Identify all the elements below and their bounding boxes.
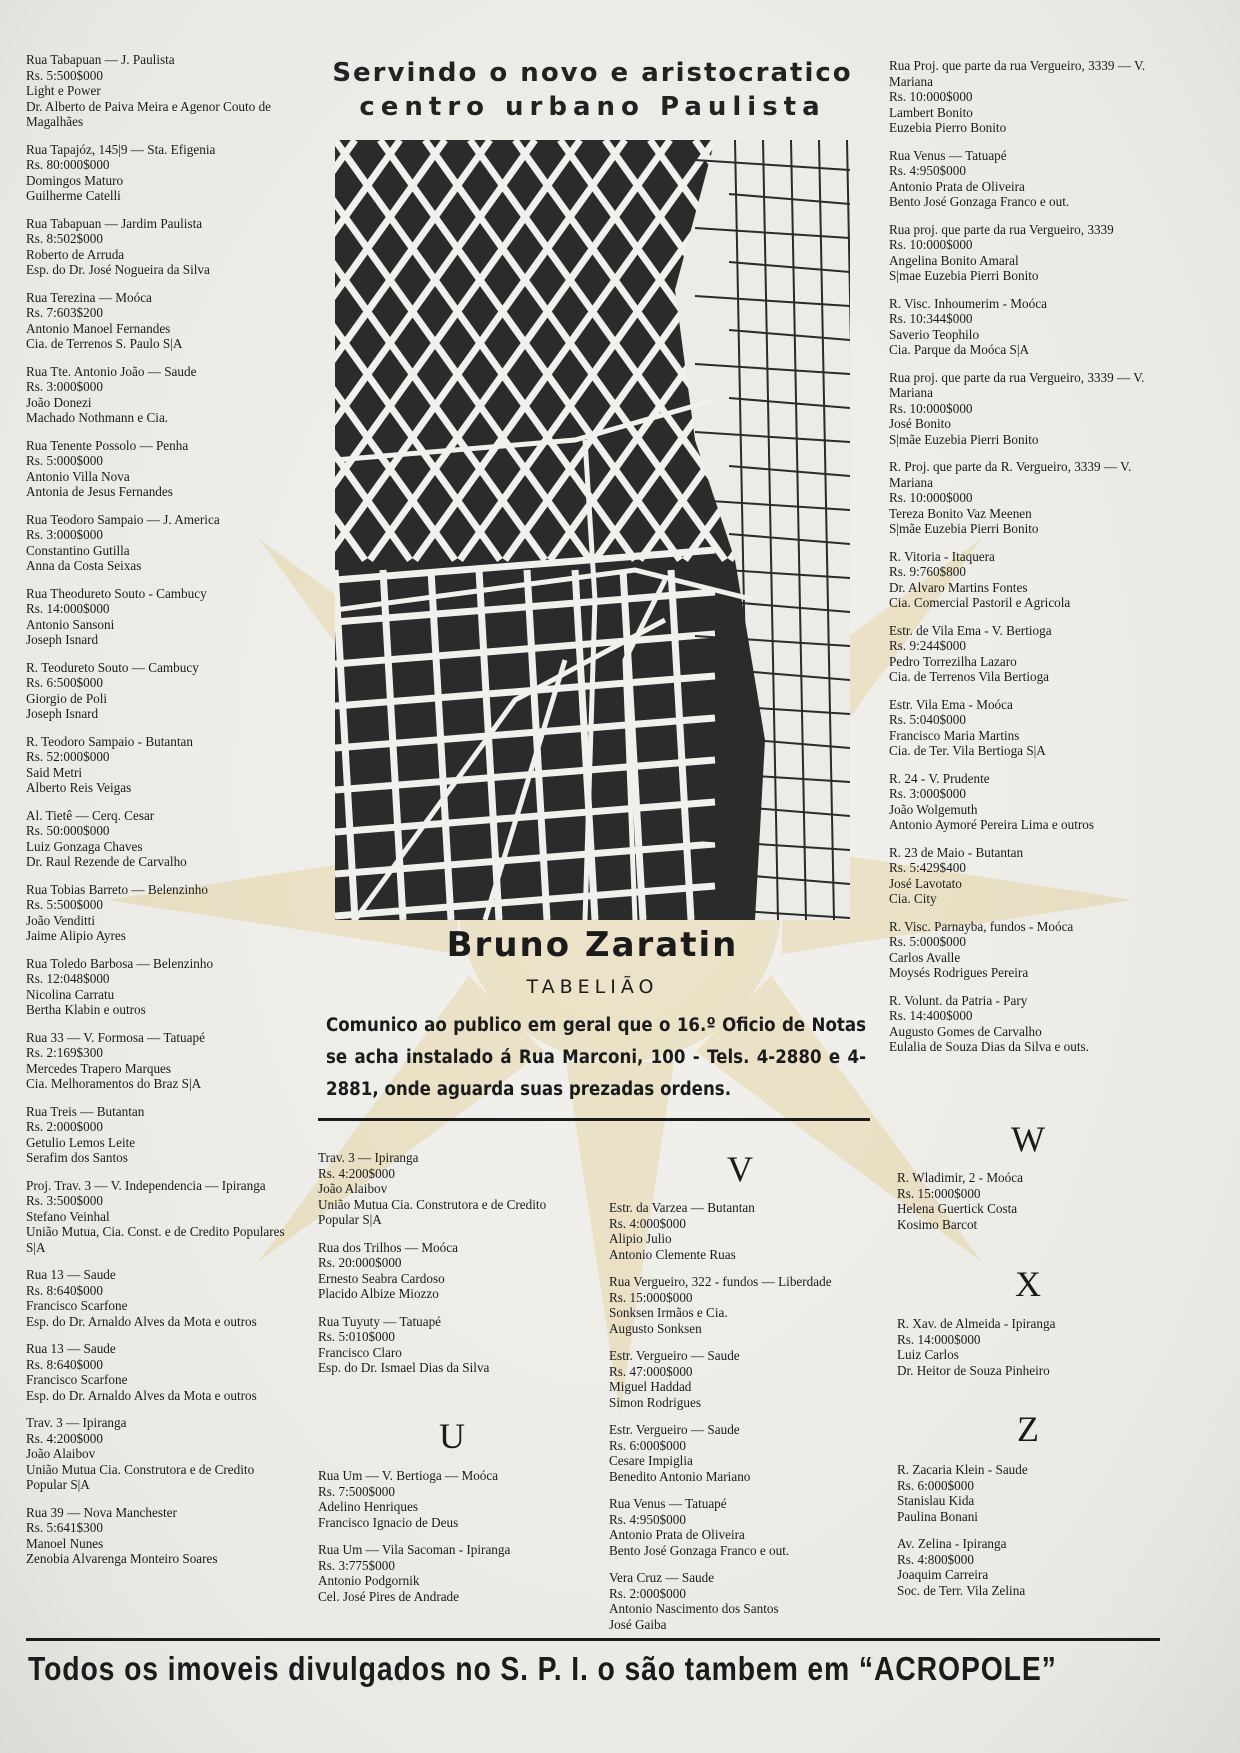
listing-party: Joseph Isnard [26, 632, 99, 647]
listing-party: União Mutua Cia. Construtora e de Credito Popular S|A [26, 1461, 255, 1492]
listing-address: Rua Um — Vila Sacoman - Ipiranga [318, 1542, 511, 1557]
listing-party: Francisco Claro [318, 1344, 402, 1360]
listing-address: Proj. Trav. 3 — V. Independencia — Ipiranga [26, 1177, 266, 1193]
listing-party: Soc. de Terr. Vila Zelina [897, 1582, 1026, 1598]
listing-address: Trav. 3 — Ipiranga [26, 1415, 127, 1430]
listing-entry [26, 1415, 296, 1493]
listing-entry [897, 1170, 1177, 1232]
listing-entry [609, 1496, 879, 1558]
listing-price: Rs. 4:200$000 [318, 1165, 395, 1181]
listing-address: Estr. Vergueiro — Saude [609, 1422, 740, 1437]
listing-price: Rs. 10:000$000 [889, 89, 973, 104]
listing-address: Rua Tte. Antonio João — Saude [26, 363, 197, 379]
listing-address: R. Teodoro Sampaio - Butantan [26, 733, 193, 749]
listing-party: Constantino Gutilla [26, 542, 130, 558]
listing-address: Av. Zelina - Ipiranga [897, 1536, 1007, 1551]
listing-party: José Lavotato [889, 875, 962, 891]
listing-party: Alberto Reis Veigas [26, 780, 132, 795]
listing-party: Antonio Nascimento dos Santos [609, 1601, 779, 1616]
listing-entry [889, 623, 1171, 685]
listing-party: Placido Albize Miozzo [318, 1286, 439, 1301]
listing-party: Saverio Teophilo [889, 326, 980, 342]
listing-party: Antonio Sansoni [26, 616, 115, 632]
listing-party: Stefano Veinhal [26, 1208, 110, 1224]
listing-party: Bento José Gonzaga Franco e out. [889, 194, 1070, 209]
listing-price: Rs. 2:000$000 [609, 1585, 686, 1601]
listing-party: Carlos Avalle [889, 949, 961, 965]
listing-entry [889, 919, 1171, 981]
listing-party: João Venditti [26, 912, 95, 928]
listing-address: Estr. Vila Ema - Moóca [889, 696, 1013, 712]
listing-entry [26, 1104, 296, 1166]
ad-message: Comunico ao publico em geral que o 16.º Oficio de Notas se acha instalado á Rua Marconi, 100 - Tels. 4-2880 e 4-2881, onde aguarda suas prezadas ordens. [326, 1015, 866, 1100]
listing-party: Cia. de Terrenos Vila Bertioga [889, 669, 1050, 684]
listing-price: Rs. 8:640$000 [26, 1356, 103, 1372]
listing-address: Estr. Vergueiro — Saude [609, 1348, 740, 1363]
listing-address: Al. Tietê — Cerq. Cesar [26, 807, 155, 823]
right-listing-w [897, 1170, 1177, 1244]
listing-entry [318, 1240, 586, 1302]
listing-entry [26, 512, 296, 574]
listing-party: Cia. City [889, 891, 937, 906]
listing-entry [318, 1542, 586, 1604]
listing-address: Estr. de Vila Ema - V. Bertioga [889, 622, 1052, 638]
listing-entry [26, 290, 296, 352]
listing-address: Rua Theodureto Souto - Cambucy [26, 585, 207, 601]
letter-heading-w: W [1011, 1119, 1045, 1159]
listing-price: Rs. 15:000$000 [609, 1289, 693, 1305]
ad-headline-line-2: centro urbano Paulista [359, 92, 826, 122]
listing-party: Cel. José Pires de Andrade [318, 1588, 460, 1604]
listing-party: Anna da Costa Seixas [26, 558, 142, 573]
listing-price: Rs. 3:000$000 [26, 379, 103, 394]
listing-entry [889, 697, 1171, 759]
listing-entry [609, 1348, 879, 1410]
listing-price: Rs. 10:344$000 [889, 311, 973, 326]
listing-price: Rs. 4:950$000 [889, 163, 966, 178]
listing-address: Rua 33 — V. Formosa — Tatuapé [26, 1029, 205, 1045]
listing-party: Luiz Gonzaga Chaves [26, 838, 143, 854]
listing-entry [26, 1267, 296, 1329]
listing-party: Antonio Clemente Ruas [609, 1246, 736, 1262]
listing-address: Rua 13 — Saude [26, 1267, 116, 1282]
listing-party: Light e Power [26, 83, 101, 98]
listing-party: Antonia de Jesus Fernandes [26, 484, 173, 499]
mid-listing-column-2 [609, 1200, 879, 1644]
listing-price: Rs. 3:000$000 [889, 786, 966, 801]
listing-party: Roberto de Arruda [26, 246, 125, 262]
listing-party: Antonio Prata de Oliveira [889, 178, 1025, 194]
ad-name: Bruno Zaratin [446, 925, 739, 965]
listing-entry [26, 438, 296, 500]
listing-entry [26, 364, 296, 426]
letter-heading-x: X [1015, 1264, 1041, 1304]
listing-party: Guilherme Catelli [26, 188, 121, 203]
listing-entry [26, 1341, 296, 1403]
listing-address: R. Visc. Inhoumerim - Moóca [889, 295, 1047, 311]
ad-headline [330, 56, 855, 124]
listing-entry [889, 58, 1171, 136]
footer-rule [26, 1638, 1160, 1641]
ad-role: TABELIÃO [526, 976, 659, 998]
listing-party: Francisco Ignacio de Deus [318, 1514, 459, 1530]
listing-price: Rs. 4:200$000 [26, 1430, 103, 1446]
listing-party: Nicolina Carratu [26, 986, 115, 1002]
right-listing-column [889, 58, 1171, 1067]
listing-party: Bertha Klabin e outros [26, 1002, 146, 1017]
listing-address: Rua Tenente Possolo — Penha [26, 437, 189, 453]
listing-address: R. 23 de Maio - Butantan [889, 844, 1024, 860]
listing-address: R. Volunt. da Patria - Pary [889, 992, 1028, 1008]
listing-address: R. Teodureto Souto — Cambucy [26, 659, 199, 675]
letter-heading-z: Z [1017, 1409, 1039, 1449]
listing-entry [889, 370, 1171, 448]
listing-entry [26, 52, 296, 130]
listing-party: Esp. do Dr. Arnaldo Alves da Mota e outros [26, 1313, 257, 1329]
listing-entry [897, 1536, 1177, 1598]
left-listing-column [26, 52, 296, 1579]
listing-price: Rs. 12:048$000 [26, 971, 110, 986]
listing-price: Rs. 9:244$000 [889, 638, 966, 653]
listing-party: Francisco Scarfone [26, 1372, 128, 1387]
listing-price: Rs. 50:000$000 [26, 823, 110, 838]
listing-price: Rs. 15:000$000 [897, 1185, 981, 1201]
listing-entry [26, 808, 296, 870]
listing-address: Rua Um — V. Bertioga — Moóca [318, 1468, 499, 1483]
listing-entry [889, 549, 1171, 611]
listing-price: Rs. 5:000$000 [889, 934, 966, 949]
listing-price: Rs. 80:000$000 [26, 157, 110, 172]
listing-address: Rua Vergueiro, 322 - fundos — Liberdade [609, 1274, 832, 1289]
listing-address: Rua Proj. que parte da rua Vergueiro, 3339 — V. Mariana [889, 58, 1146, 89]
listing-party: João Donezi [26, 394, 92, 410]
letter-heading-v: V [727, 1149, 753, 1189]
listing-price: Rs. 52:000$000 [26, 749, 110, 764]
listing-entry [318, 1468, 586, 1530]
listing-party: Angelina Bonito Amaral [889, 252, 1019, 268]
listing-address: Rua 13 — Saude [26, 1341, 116, 1356]
listing-party: Cia. Comercial Pastoril e Agricola [889, 595, 1071, 610]
city-map-image [335, 140, 850, 920]
listing-party: Dr. Raul Rezende de Carvalho [26, 854, 187, 869]
listing-price: Rs. 5:010$000 [318, 1329, 395, 1344]
listing-entry [26, 882, 296, 944]
listing-party: Antonio Villa Nova [26, 468, 130, 484]
listing-party: Giorgio de Poli [26, 690, 108, 706]
listing-address: Rua Tabapuan — Jardim Paulista [26, 215, 203, 231]
listing-price: Rs. 4:950$000 [609, 1511, 686, 1527]
listing-price: Rs. 5:500$000 [26, 897, 103, 912]
listing-address: Rua dos Trilhos — Moóca [318, 1239, 458, 1255]
listing-price: Rs. 3:000$000 [26, 527, 103, 542]
listing-party: Stanislau Kida [897, 1493, 975, 1508]
listing-party: S|mae Euzebia Pierri Bonito [889, 268, 1039, 283]
listing-party: Alipio Julio [609, 1231, 672, 1246]
listing-party: Euzebia Pierro Bonito [889, 120, 1007, 135]
listing-party: Cia. de Terrenos S. Paulo S|A [26, 336, 183, 351]
listing-entry [26, 1505, 296, 1567]
listing-entry [26, 956, 296, 1018]
listing-party: Bento José Gonzaga Franco e out. [609, 1542, 790, 1558]
listing-party: Machado Nothmann e Cia. [26, 410, 169, 425]
listing-address: R. Visc. Parnayba, fundos - Moóca [889, 918, 1074, 934]
listing-party: Adelino Henriques [318, 1499, 418, 1514]
listing-entry [26, 1178, 296, 1256]
listing-party: Antonio Manoel Fernandes [26, 320, 171, 336]
listing-party: José Bonito [889, 416, 951, 431]
listing-party: Luiz Carlos [897, 1347, 959, 1362]
section-divider [318, 1118, 870, 1121]
listing-entry [26, 734, 296, 796]
listing-party: João Alaibov [26, 1446, 96, 1461]
listing-address: R. Proj. que parte da R. Vergueiro, 3339 — V. Mariana [889, 459, 1132, 490]
footer-slogan: Todos os imoveis divulgados no S. P. I. o são tambem em “ACROPOLE” [28, 1650, 1057, 1687]
listing-price: Rs. 20:000$000 [318, 1255, 402, 1270]
listing-party: João Wolgemuth [889, 801, 978, 817]
listing-address: R. Zacaria Klein - Saude [897, 1462, 1028, 1477]
listing-entry [889, 993, 1171, 1055]
listing-party: Zenobia Alvarenga Monteiro Soares [26, 1551, 218, 1566]
listing-price: Rs. 7:500$000 [318, 1483, 395, 1499]
listing-party: Joseph Isnard [26, 706, 99, 721]
listing-price: Rs. 5:500$000 [26, 67, 103, 83]
listing-address: Rua proj. que parte da rua Vergueiro, 3339 — V. Mariana [889, 369, 1145, 400]
listing-address: Rua Tapajóz, 145|9 — Sta. Efigenia [26, 141, 216, 157]
listing-party: Cia. Parque da Moóca S|A [889, 342, 1029, 357]
listing-address: Rua Treis — Butantan [26, 1103, 145, 1119]
listing-price: Rs. 5:641$300 [26, 1520, 103, 1535]
listing-party: Benedito Antonio Mariano [609, 1468, 751, 1484]
mid-listing-column-1b [318, 1468, 586, 1616]
listing-price: Rs. 2:000$000 [26, 1119, 103, 1134]
listing-party: Francisco Maria Martins [889, 727, 1020, 743]
listing-entry [26, 1030, 296, 1092]
listing-entry [26, 142, 296, 204]
listing-party: Serafim dos Santos [26, 1150, 128, 1165]
listing-party: Paulina Bonani [897, 1508, 978, 1524]
listing-party: Joaquim Carreira [897, 1567, 989, 1582]
listing-price: Rs. 6:500$000 [26, 675, 103, 690]
listing-price: Rs. 14:000$000 [897, 1331, 981, 1347]
listing-party: Getulio Lemos Leite [26, 1134, 136, 1150]
listing-entry [609, 1274, 879, 1336]
listing-party: União Mutua Cia. Construtora e de Credito Popular S|A [318, 1196, 547, 1227]
listing-price: Rs. 10:000$000 [889, 237, 973, 252]
listing-entry [889, 222, 1171, 284]
listing-address: Trav. 3 — Ipiranga [318, 1150, 419, 1165]
listing-party: Augusto Gomes de Carvalho [889, 1023, 1042, 1039]
listing-party: Dr. Alberto de Paiva Meira e Agenor Couto de Magalhães [26, 98, 272, 129]
listing-price: Rs. 5:429$400 [889, 860, 966, 875]
listing-entry [889, 296, 1171, 358]
listing-entry [26, 660, 296, 722]
listing-party: Antonio Podgornik [318, 1573, 420, 1588]
listing-party: Tereza Bonito Vaz Meenen [889, 505, 1032, 521]
listing-price: Rs. 5:000$000 [26, 453, 103, 468]
listing-address: R. Vitoria - Itaquera [889, 548, 995, 564]
listing-entry [26, 216, 296, 278]
listing-price: Rs. 2:169$300 [26, 1045, 103, 1060]
listing-party: Ernesto Seabra Cardoso [318, 1270, 445, 1286]
listing-address: R. Wladimir, 2 - Moóca [897, 1170, 1023, 1185]
listing-address: Rua proj. que parte da rua Vergueiro, 3339 [889, 221, 1114, 237]
listing-party: João Alaibov [318, 1181, 388, 1196]
listing-entry [609, 1570, 879, 1632]
letter-heading-u: U [439, 1416, 465, 1456]
listing-entry [889, 148, 1171, 210]
listing-entry [318, 1150, 586, 1228]
listing-party: Antonio Prata de Oliveira [609, 1527, 745, 1542]
listing-party: União Mutua, Cia. Const. e de Credito Populares S|A [26, 1224, 285, 1255]
listing-price: Rs. 14:400$000 [889, 1008, 973, 1023]
listing-party: Domingos Maturo [26, 172, 124, 188]
listing-party: Cia. Melhoramentos do Braz S|A [26, 1076, 202, 1091]
listing-address: R. Xav. de Almeida - Ipiranga [897, 1316, 1056, 1331]
listing-party: Helena Guertick Costa [897, 1201, 1018, 1216]
listing-entry [26, 586, 296, 648]
listing-entry [318, 1314, 586, 1376]
listing-price: Rs. 9:760$800 [889, 564, 966, 579]
right-listing-z [897, 1462, 1177, 1610]
listing-entry [897, 1316, 1177, 1378]
listing-party: Dr. Alvaro Martins Fontes [889, 579, 1028, 595]
listing-entry [889, 459, 1171, 537]
listing-party: Jaime Alipio Ayres [26, 928, 126, 943]
listing-party: Manoel Nunes [26, 1535, 104, 1551]
listing-address: Rua 39 — Nova Manchester [26, 1504, 177, 1520]
listing-price: Rs. 14:000$000 [26, 601, 110, 616]
listing-party: Pedro Torrezilha Lazaro [889, 653, 1017, 669]
listing-address: Rua Tobias Barreto — Belenzinho [26, 881, 208, 897]
listing-party: Mercedes Trapero Marques [26, 1060, 172, 1076]
city-map-drawing [335, 140, 850, 920]
ad-headline-line-1: Servindo o novo e aristocratico [332, 58, 853, 88]
listing-party: Lambert Bonito [889, 104, 973, 120]
listing-party: Esp. do Dr. Arnaldo Alves da Mota e outros [26, 1387, 257, 1403]
listing-price: Rs. 3:775$000 [318, 1557, 395, 1573]
listing-entry [889, 845, 1171, 907]
listing-party: José Gaiba [609, 1616, 667, 1632]
listing-price: Rs. 4:800$000 [897, 1551, 974, 1567]
listing-party: Kosimo Barcot [897, 1216, 978, 1232]
listing-entry [609, 1200, 879, 1262]
listing-party: S|mãe Euzebia Pierri Bonito [889, 431, 1039, 447]
mid-listing-column-1 [318, 1150, 586, 1388]
listing-price: Rs. 7:603$200 [26, 305, 103, 320]
listing-party: Esp. do Dr. Ismael Dias da Silva [318, 1360, 490, 1375]
listing-price: Rs. 10:000$000 [889, 490, 973, 505]
right-listing-x [897, 1316, 1177, 1390]
listing-address: Rua Tabapuan — J. Paulista [26, 52, 175, 67]
listing-party: Moysés Rodrigues Pereira [889, 965, 1029, 980]
listing-price: Rs. 8:640$000 [26, 1282, 103, 1298]
listing-party: Dr. Heitor de Souza Pinheiro [897, 1362, 1050, 1378]
listing-party: Miguel Haddad [609, 1379, 692, 1394]
listing-address: Rua Toledo Barbosa — Belenzinho [26, 955, 214, 971]
listing-address: Vera Cruz — Saude [609, 1570, 715, 1585]
listing-address: Rua Terezina — Moóca [26, 289, 152, 305]
listing-party: Said Metri [26, 764, 83, 780]
listing-price: Rs. 47:000$000 [609, 1363, 693, 1379]
listing-entry [897, 1462, 1177, 1524]
listing-party: Sonksen Irmãos e Cia. [609, 1305, 728, 1320]
listing-price: Rs. 4:000$000 [609, 1215, 686, 1231]
listing-party: Francisco Scarfone [26, 1298, 128, 1313]
listing-price: Rs. 6:000$000 [897, 1477, 974, 1493]
listing-price: Rs. 3:500$000 [26, 1193, 103, 1208]
listing-party: Antonio Aymoré Pereira Lima e outros [889, 817, 1094, 832]
listing-price: Rs. 8:502$000 [26, 231, 103, 246]
listing-address: Rua Venus — Tatuapé [609, 1496, 727, 1511]
listing-address: R. 24 - V. Prudente [889, 770, 990, 786]
listing-party: Cesare Impiglia [609, 1453, 693, 1468]
listing-entry [609, 1422, 879, 1484]
listing-party: Simon Rodrigues [609, 1394, 701, 1410]
listing-party: Eulalia de Souza Dias da Silva e outs. [889, 1039, 1089, 1054]
listing-party: Augusto Sonksen [609, 1320, 702, 1336]
listing-entry [889, 771, 1171, 833]
listing-address: Estr. da Varzea — Butantan [609, 1200, 755, 1215]
listing-price: Rs. 5:040$000 [889, 712, 966, 727]
listing-address: Rua Venus — Tatuapé [889, 147, 1007, 163]
listing-address: Rua Tuyuty — Tatuapé [318, 1313, 442, 1329]
listing-address: Rua Teodoro Sampaio — J. America [26, 511, 220, 527]
listing-party: S|mãe Euzebia Pierri Bonito [889, 521, 1039, 536]
listing-price: Rs. 6:000$000 [609, 1437, 686, 1453]
listing-party: Esp. do Dr. José Nogueira da Silva [26, 262, 210, 277]
listing-party: Cia. de Ter. Vila Bertioga S|A [889, 743, 1046, 758]
listing-price: Rs. 10:000$000 [889, 400, 973, 416]
